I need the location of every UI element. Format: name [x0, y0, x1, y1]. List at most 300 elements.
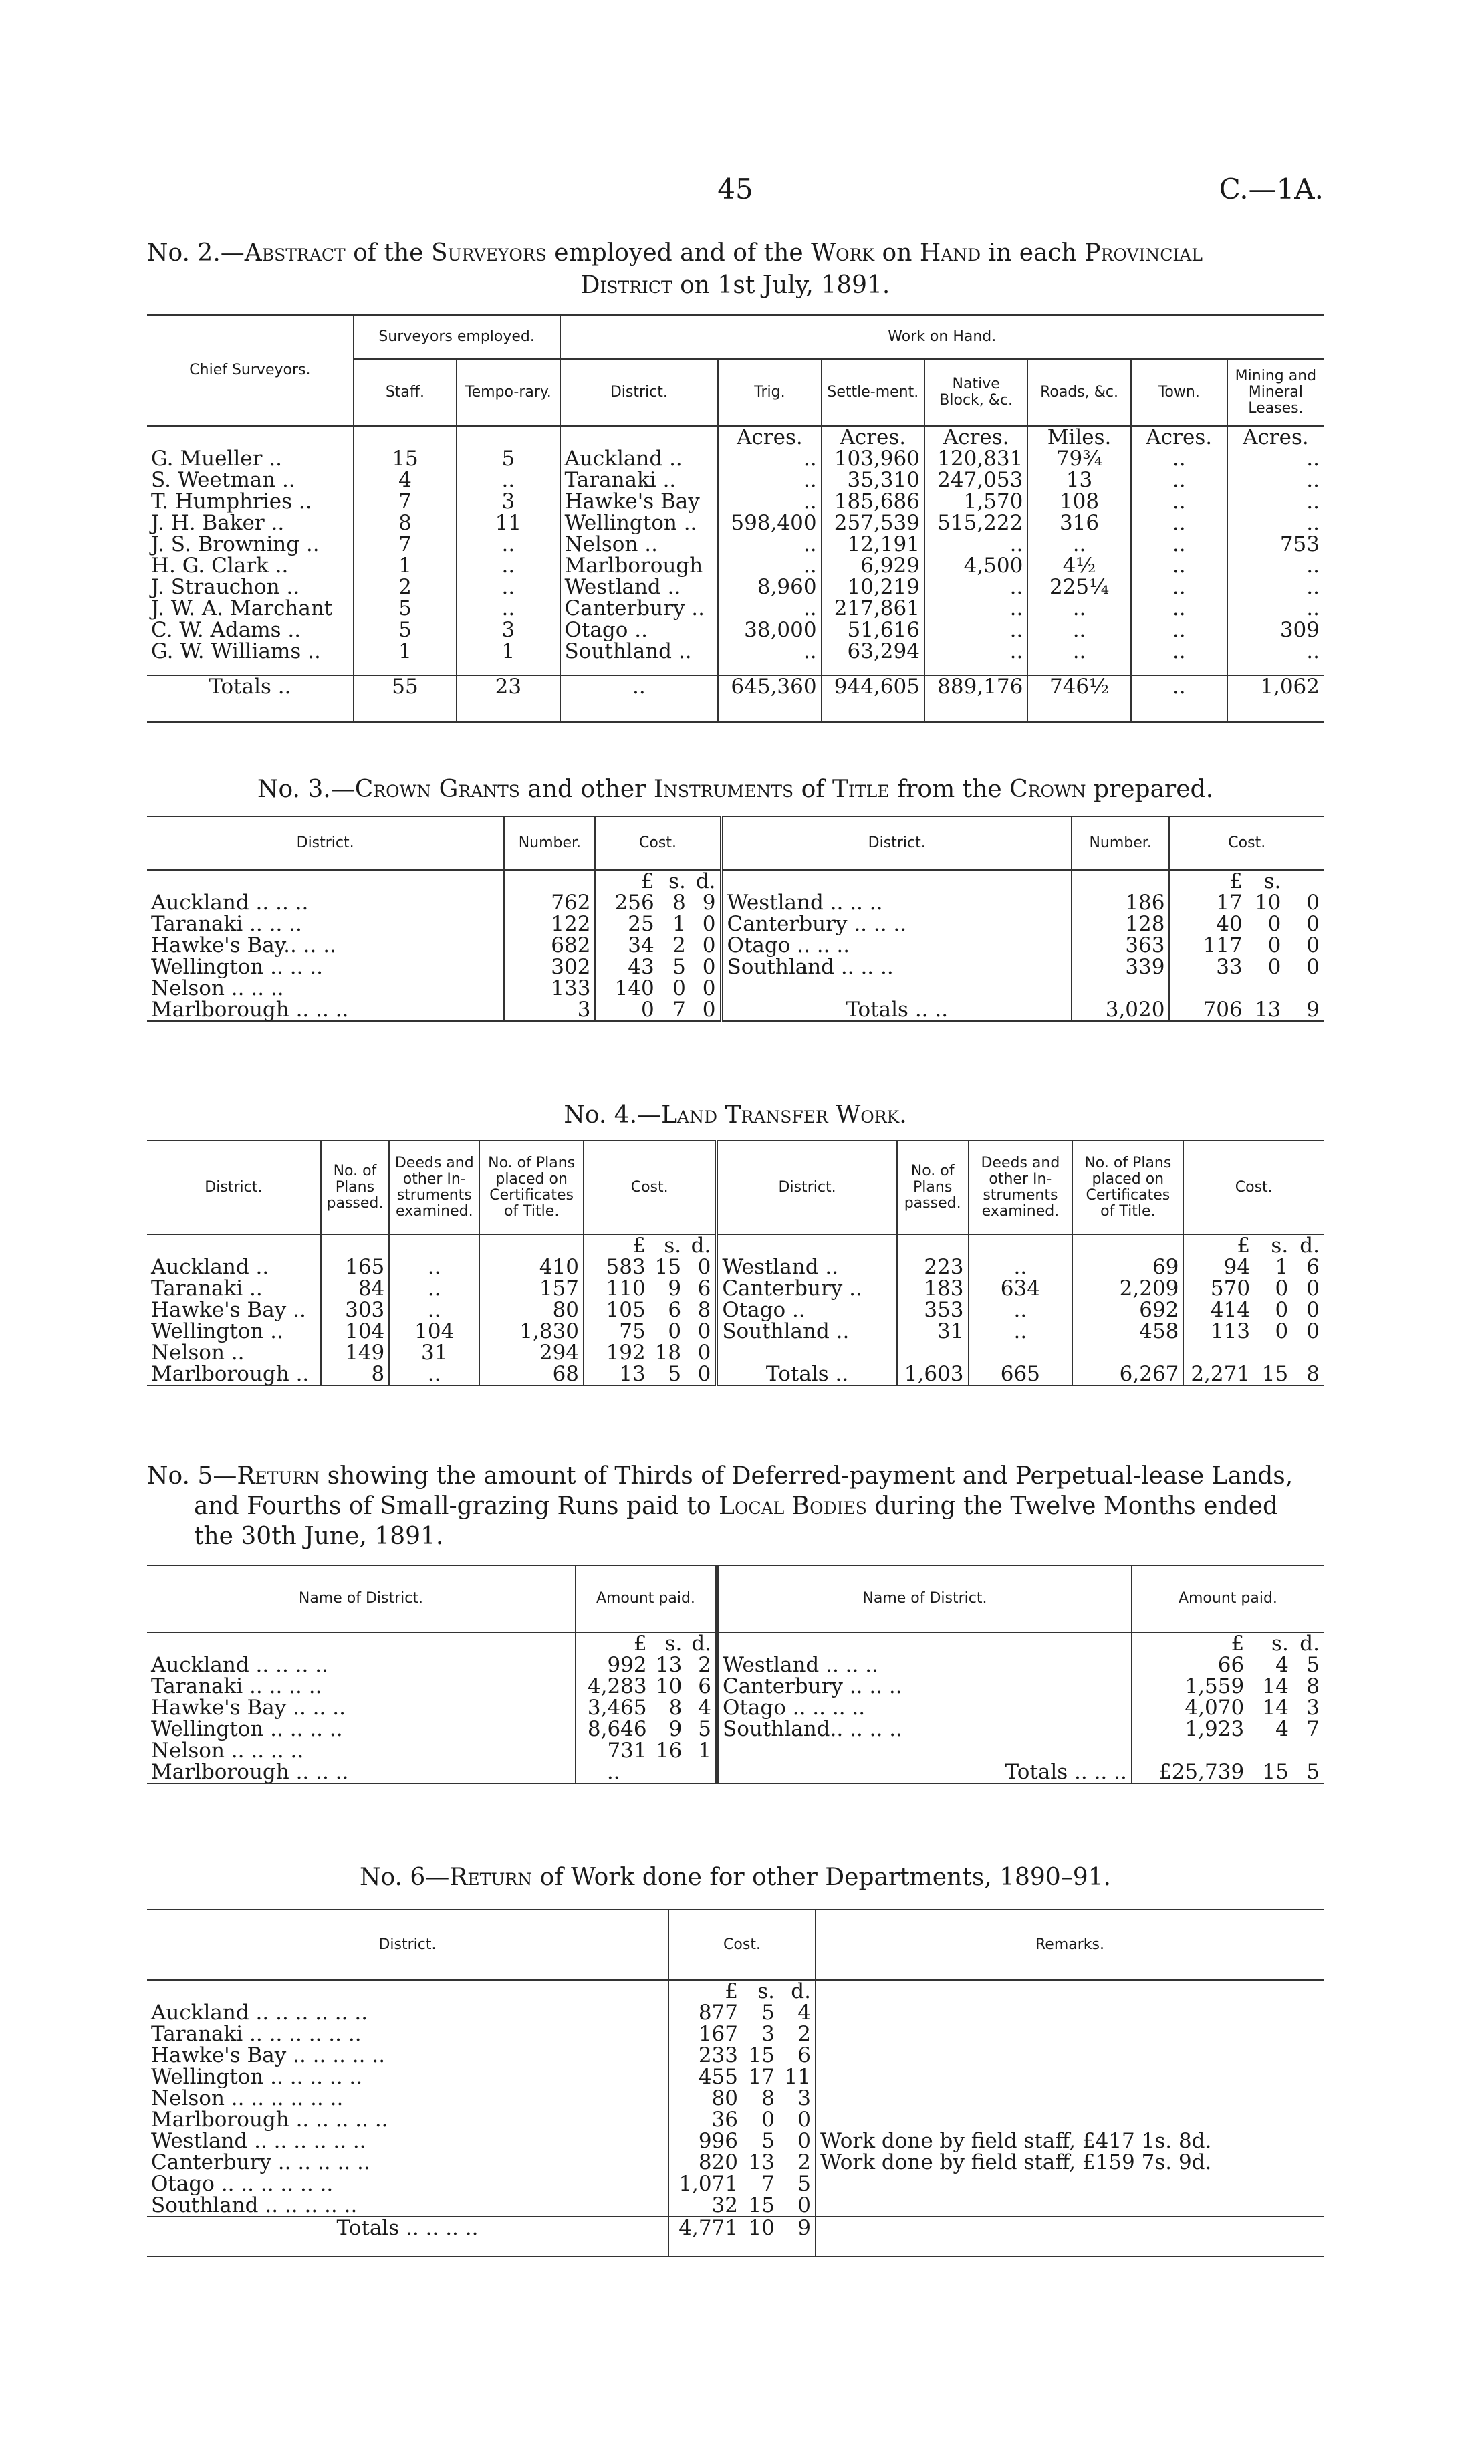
town-cell: .. [1131, 512, 1227, 534]
hdr-district-left: District. [147, 816, 504, 870]
native-cell: .. [924, 598, 1027, 619]
table-row [147, 1342, 1324, 1363]
hdr-remarks: Remarks. [816, 1910, 1324, 1980]
staff-cell: 1 [354, 641, 457, 662]
totals-certs: 6,267 [1072, 1363, 1183, 1385]
hdr-town: Town. [1131, 359, 1227, 426]
cost-pounds: 33 [1169, 956, 1246, 978]
district-cell: Marlborough .. .. .. [151, 1760, 349, 1784]
chief-surveyor: T. Humphries .. [151, 489, 312, 514]
native-cell: 515,222 [924, 512, 1027, 534]
plans-cell: 31 [897, 1321, 969, 1342]
staff-cell: 1 [354, 555, 457, 576]
amount-pence: 5 [698, 1717, 712, 1741]
certs-cell: 2,209 [1072, 1278, 1183, 1299]
amount-pence: 2 [698, 1653, 712, 1677]
settlement-cell: 63,294 [822, 641, 924, 662]
t5-heading-line3: the 30th June, 1891. [194, 1523, 444, 1550]
certs-cell: 157 [479, 1278, 584, 1299]
settlement-cell: 185,686 [822, 491, 924, 512]
cost-pounds: 75 [584, 1321, 650, 1342]
cost-pence: 4 [797, 2001, 811, 2025]
district-cell: Canterbury .. .. .. [721, 913, 1072, 935]
roads-cell: 4½ [1027, 555, 1130, 576]
native-cell: .. [924, 641, 1027, 662]
district-cell: Southland .. [560, 641, 719, 662]
unit-pence: d. [791, 1979, 811, 2003]
surveyors-abstract-table [147, 314, 1324, 723]
native-cell: .. [924, 576, 1027, 598]
staff-cell: 2 [354, 576, 457, 598]
hdr-number-left: Number. [504, 816, 595, 870]
totals-pence: 9 [779, 2217, 816, 2257]
unit-shillings: s. [1263, 869, 1281, 893]
cost-shillings: 8 [761, 2086, 775, 2110]
certs-cell: 1,830 [479, 1321, 584, 1342]
hdr-district-right: District. [721, 816, 1072, 870]
cost-shillings: 0 [668, 1319, 682, 1343]
totals-shillings: 10 [742, 2217, 779, 2257]
unit-pounds: £ [1183, 1234, 1254, 1256]
district-cell: Taranaki .. [560, 469, 719, 491]
totals-plans: 1,603 [897, 1363, 969, 1385]
totals-district: .. [560, 675, 719, 722]
native-cell: .. [924, 619, 1027, 641]
district-cell: Canterbury .. .. .. .. .. [151, 2150, 370, 2174]
amount-pounds: 1,923 [1132, 1718, 1248, 1740]
number-cell: 133 [504, 978, 595, 999]
amount-pounds: 66 [1132, 1654, 1248, 1676]
crown-grants-table [147, 816, 1324, 1022]
unit-shillings: s. [664, 1234, 682, 1258]
deeds-cell: .. [389, 1256, 479, 1278]
amount-shillings: 9 [668, 1717, 683, 1741]
cost-pence: 5 [797, 2172, 811, 2196]
number-cell: 339 [1072, 956, 1170, 978]
table-row [147, 2195, 1324, 2217]
amount-pounds: .. [576, 1761, 651, 1783]
totals-pounds: 706 [1169, 999, 1246, 1021]
number-cell: 128 [1072, 913, 1170, 935]
t4-heading: No. 4.—Land Transfer Work. [564, 1101, 907, 1129]
cost-shillings: 18 [654, 1341, 682, 1365]
cost-pence: 0 [702, 955, 716, 979]
district-cell: Wellington .. [151, 1319, 283, 1343]
unit-native: Acres. [924, 426, 1027, 448]
plans-cell: 303 [321, 1299, 390, 1321]
hdr-surveyors-employed: Surveyors employed. [354, 315, 560, 359]
cost-pounds: 117 [1169, 935, 1246, 956]
totals-pence: 9 [1306, 998, 1320, 1022]
cost-pounds: 583 [584, 1256, 650, 1278]
remarks-cell [816, 2066, 1324, 2088]
unit-pence: d. [695, 869, 716, 893]
cost-pence: 0 [1306, 1298, 1320, 1322]
cost-pence: 0 [1306, 955, 1320, 979]
t6-heading: No. 6—Return of Work done for other Departments, 1890–91. [359, 1864, 1111, 1891]
amount-shillings: 4 [1275, 1717, 1289, 1741]
totals-trig: 645,360 [718, 675, 821, 722]
roads-cell: 79¾ [1027, 448, 1130, 469]
staff-cell: 4 [354, 469, 457, 491]
amount-pence: 1 [698, 1739, 712, 1763]
district-cell: Otago .. .. .. [721, 935, 1072, 956]
totals-pence: 8 [1306, 1362, 1320, 1386]
hdr-certs-right: No. of Plans placed on Certificates of Title. [1072, 1141, 1183, 1234]
amount-shillings: 16 [655, 1739, 683, 1763]
table-row [147, 2066, 1324, 2088]
chief-surveyor: G. W. Williams .. [151, 639, 321, 663]
units-row [147, 1980, 1324, 2002]
amount-shillings: 10 [655, 1674, 683, 1698]
district-cell: Taranaki .. .. .. .. .. .. [151, 2022, 362, 2046]
town-cell: .. [1131, 576, 1227, 598]
hdr-amount-left: Amount paid. [576, 1565, 717, 1632]
page-number: 45 [717, 173, 753, 205]
mining-cell: 309 [1227, 619, 1324, 641]
table-row [147, 2045, 1324, 2066]
district-cell: Hawke's Bay .. [151, 1298, 306, 1322]
unit-pounds: £ [595, 870, 658, 892]
district-cell: Westland .. .. .. [721, 892, 1072, 913]
table-row [147, 1278, 1324, 1299]
t5-heading: No. 5—Return showing the amount of Thirds of Deferred-payment and Perpetual-lease Lands, [147, 1462, 1293, 1490]
unit-shillings: s. [668, 869, 686, 893]
plans-cell: 104 [321, 1321, 390, 1342]
table-row [147, 1256, 1324, 1278]
totals-mining: 1,062 [1227, 675, 1324, 722]
settlement-cell: 103,960 [822, 448, 924, 469]
staff-cell: 15 [354, 448, 457, 469]
native-cell: .. [924, 534, 1027, 555]
roads-cell: 108 [1027, 491, 1130, 512]
cost-pence: 0 [797, 2193, 811, 2217]
cost-pounds: 140 [595, 978, 658, 999]
district-cell: Hawke's Bay.. .. .. [151, 933, 336, 958]
remarks-cell: Work done by field staff, £417 1s. 8d. [816, 2130, 1324, 2152]
remarks-cell [816, 2173, 1324, 2195]
number-cell: 302 [504, 956, 595, 978]
table-row [147, 2023, 1324, 2045]
cost-pounds: 36 [668, 2109, 742, 2130]
table-row [147, 2173, 1324, 2195]
hdr-district-left: District. [147, 1141, 321, 1234]
district-cell: Hawke's Bay .. .. .. .. .. [151, 2043, 386, 2067]
cost-pounds: 13 [584, 1363, 650, 1385]
hdr-cost: Cost. [668, 1910, 816, 1980]
town-cell: .. [1131, 641, 1227, 662]
units-row [147, 1632, 1324, 1654]
amount-pence: 6 [698, 1674, 712, 1698]
amount-pounds: 731 [576, 1740, 651, 1761]
hdr-chief-surveyors: Chief Surveyors. [147, 315, 354, 426]
trig-cell: .. [718, 555, 821, 576]
cost-pence: 0 [702, 998, 716, 1022]
hdr-work-on-hand: Work on Hand. [560, 315, 1324, 359]
unit-pence: d. [691, 1234, 711, 1258]
unit-mining: Acres. [1227, 426, 1324, 448]
amount-pence [686, 1761, 717, 1783]
table-row [147, 935, 1324, 956]
totals-label: Totals .. .. [721, 999, 1072, 1021]
mining-cell: .. [1227, 469, 1324, 491]
cost-shillings: 0 [1267, 912, 1281, 936]
totals-settlement: 944,605 [822, 675, 924, 722]
table-row [147, 2109, 1324, 2130]
cost-pence: 0 [797, 2108, 811, 2132]
roads-cell: .. [1027, 619, 1130, 641]
amount-pence: 4 [698, 1696, 712, 1720]
cost-shillings: 5 [672, 955, 686, 979]
cost-pounds: 414 [1183, 1299, 1254, 1321]
temporary-cell: .. [457, 555, 560, 576]
cost-shillings: 5 [668, 1362, 682, 1386]
district-cell: Westland .. .. .. [717, 1654, 1132, 1676]
t3-heading: No. 3.—Crown Grants and other Instruments of Title from the Crown prepared. [257, 776, 1214, 803]
district-cell: Wellington .. .. .. .. .. [151, 2065, 363, 2089]
hdr-mining: Mining and Mineral Leases. [1227, 359, 1324, 426]
deeds-cell: 634 [969, 1278, 1073, 1299]
cost-shillings: 0 [1267, 955, 1281, 979]
remarks-cell [816, 2002, 1324, 2023]
cost-pounds: 877 [668, 2002, 742, 2023]
cost-shillings: 0 [761, 2108, 775, 2132]
plans-cell: 183 [897, 1278, 969, 1299]
unit-roads: Miles. [1027, 426, 1130, 448]
totals-shillings: 15 [1261, 1362, 1289, 1386]
remarks-cell [816, 2023, 1324, 2045]
hdr-cost-right: Cost. [1169, 816, 1324, 870]
cost-pence: 0 [1306, 891, 1320, 915]
totals-pounds: 2,271 [1183, 1363, 1254, 1385]
district-cell: Marlborough .. .. .. [151, 998, 349, 1022]
cost-pence: 3 [797, 2086, 811, 2110]
cost-shillings: 0 [1275, 1276, 1289, 1301]
certs-cell: 458 [1072, 1321, 1183, 1342]
district-cell: Marlborough [560, 555, 719, 576]
native-cell: 4,500 [924, 555, 1027, 576]
spacer-row [147, 662, 1324, 675]
plans-cell: 223 [897, 1256, 969, 1278]
staff-cell: 5 [354, 619, 457, 641]
hdr-cost-right: Cost. [1183, 1141, 1324, 1234]
cost-pence: 2 [797, 2150, 811, 2174]
table-row [147, 641, 1324, 662]
chief-surveyor: J. S. Browning .. [151, 532, 320, 556]
cost-shillings: 6 [668, 1298, 682, 1322]
staff-cell: 5 [354, 598, 457, 619]
hdr-name-right: Name of District. [717, 1565, 1132, 1632]
trig-cell: .. [718, 491, 821, 512]
district-cell: Marlborough .. .. .. .. .. [151, 2108, 388, 2132]
hdr-trig: Trig. [718, 359, 821, 426]
roads-cell: 316 [1027, 512, 1130, 534]
cost-shillings: 0 [672, 976, 686, 1000]
cost-pence: 0 [797, 2129, 811, 2153]
deeds-cell: .. [969, 1321, 1073, 1342]
district-cell: Wellington .. [560, 512, 719, 534]
unit-pounds: £ [668, 1980, 742, 2002]
chief-surveyor: S. Weetman .. [151, 468, 295, 492]
table-row [147, 2152, 1324, 2173]
amount-pence: 3 [1306, 1696, 1320, 1720]
table-row [147, 555, 1324, 576]
town-cell: .. [1131, 448, 1227, 469]
district-cell: Canterbury .. [560, 598, 719, 619]
district-cell: Otago .. .. .. .. .. .. [151, 2172, 334, 2196]
table-row [147, 1363, 1324, 1385]
cost-pounds: 0 [595, 999, 658, 1021]
amount-shillings [651, 1761, 687, 1783]
district-cell: Southland.. .. .. .. [717, 1718, 1132, 1740]
cost-pounds: 80 [668, 2088, 742, 2109]
cost-pounds: 455 [668, 2066, 742, 2088]
cost-pounds: 110 [584, 1278, 650, 1299]
hdr-amount-right: Amount paid. [1132, 1565, 1324, 1632]
unit-shillings: s. [1271, 1234, 1289, 1258]
table-row [147, 576, 1324, 598]
district-cell: Nelson .. [560, 534, 719, 555]
chief-surveyor: J. Strauchon .. [151, 575, 300, 599]
temporary-cell: .. [457, 598, 560, 619]
staff-cell: 8 [354, 512, 457, 534]
remarks-cell [816, 2195, 1324, 2217]
trig-cell: .. [718, 598, 821, 619]
amount-pounds: 4,070 [1132, 1697, 1248, 1718]
number-cell: 3 [504, 999, 595, 1021]
roads-cell: 13 [1027, 469, 1130, 491]
trig-cell: .. [718, 534, 821, 555]
land-transfer-table [147, 1140, 1324, 1386]
plans-cell: 165 [321, 1256, 390, 1278]
totals-label: Totals .. .. .. [717, 1761, 1132, 1783]
amount-shillings: 13 [655, 1653, 683, 1677]
hdr-temporary: Tempo-rary. [457, 359, 560, 426]
settlement-cell: 10,219 [822, 576, 924, 598]
native-cell: 120,831 [924, 448, 1027, 469]
cost-pence: 2 [797, 2022, 811, 2046]
district-cell: Wellington .. .. .. .. [151, 1717, 343, 1741]
cost-pence: 0 [1306, 933, 1320, 958]
cost-pence: 0 [702, 912, 716, 936]
cost-pence: 8 [697, 1298, 711, 1322]
district-cell: Westland .. .. .. .. .. .. [151, 2129, 366, 2153]
settlement-cell: 257,539 [822, 512, 924, 534]
cost-shillings: 0 [1267, 933, 1281, 958]
table-row [147, 619, 1324, 641]
district-cell: Canterbury .. .. .. [717, 1676, 1132, 1697]
certs-cell: 80 [479, 1299, 584, 1321]
settlement-cell: 217,861 [822, 598, 924, 619]
amount-pence: 8 [1306, 1674, 1320, 1698]
district-cell: Taranaki .. [151, 1276, 263, 1301]
number-cell: 762 [504, 892, 595, 913]
cost-pounds: 40 [1169, 913, 1246, 935]
amount-shillings: 14 [1262, 1674, 1289, 1698]
hdr-roads: Roads, &c. [1027, 359, 1130, 426]
mining-cell: .. [1227, 598, 1324, 619]
series-code: C.—1A. [1219, 173, 1324, 205]
cost-pence: 6 [697, 1276, 711, 1301]
table-row [147, 598, 1324, 619]
amount-pence: 7 [1306, 1717, 1320, 1741]
hdr-deeds-left: Deeds and other In-struments examined. [389, 1141, 479, 1234]
totals-label: Totals .. [717, 1363, 897, 1385]
remarks-cell [816, 2045, 1324, 2066]
other-departments-table [147, 1909, 1324, 2257]
district-cell: Auckland .. [560, 448, 719, 469]
cost-shillings: 5 [761, 2129, 775, 2153]
district-cell: Marlborough .. [151, 1362, 310, 1386]
mining-cell: .. [1227, 641, 1324, 662]
hdr-name-left: Name of District. [147, 1565, 576, 1632]
cost-pounds: 233 [668, 2045, 742, 2066]
totals-native: 889,176 [924, 675, 1027, 722]
table-row [147, 1676, 1324, 1697]
totals-town: .. [1131, 675, 1227, 722]
district-cell: Taranaki .. .. .. .. [151, 1674, 322, 1698]
district-cell: Southland .. .. .. .. .. [151, 2193, 358, 2217]
cost-pence: 0 [697, 1255, 711, 1279]
unit-pence: d. [1300, 1234, 1320, 1258]
chief-surveyor: J. W. A. Marchant [151, 596, 333, 621]
hdr-certs-left: No. of Plans placed on Certificates of Title. [479, 1141, 584, 1234]
cost-pounds: 94 [1183, 1256, 1254, 1278]
temporary-cell: 1 [457, 641, 560, 662]
temporary-cell: .. [457, 469, 560, 491]
certs-cell: 68 [479, 1363, 584, 1385]
hdr-cost-left: Cost. [584, 1141, 717, 1234]
totals-roads: 746½ [1027, 675, 1130, 722]
totals-number: 3,020 [1072, 999, 1170, 1021]
table-row [147, 448, 1324, 469]
cost-pounds: 192 [584, 1342, 650, 1363]
cost-pounds: 25 [595, 913, 658, 935]
table-row [147, 1299, 1324, 1321]
unit-pence: d. [1300, 1632, 1320, 1656]
totals-temporary: 23 [457, 675, 560, 722]
totals-pounds: £25,739 [1132, 1761, 1248, 1783]
district-cell: Nelson .. .. .. .. [151, 1739, 304, 1763]
district-cell: Auckland .. .. .. .. .. .. [151, 2001, 368, 2025]
cost-pence: 0 [697, 1362, 711, 1386]
deeds-cell: .. [389, 1299, 479, 1321]
unit-town: Acres. [1131, 426, 1227, 448]
cost-pounds: 570 [1183, 1278, 1254, 1299]
district-cell: Otago .. .. .. .. [717, 1697, 1132, 1718]
hdr-district: District. [147, 1910, 668, 1980]
town-cell: .. [1131, 598, 1227, 619]
deeds-cell: 104 [389, 1321, 479, 1342]
cost-pence: 0 [1306, 912, 1320, 936]
table-row [147, 892, 1324, 913]
deeds-cell: .. [389, 1278, 479, 1299]
unit-pence: d. [691, 1632, 712, 1656]
totals-pounds: 4,771 [668, 2217, 742, 2257]
cost-pence: 6 [1306, 1255, 1320, 1279]
settlement-cell: 12,191 [822, 534, 924, 555]
totals-pence: 5 [1306, 1760, 1320, 1784]
plans-cell: 84 [321, 1278, 390, 1299]
certs-cell: 69 [1072, 1256, 1183, 1278]
mining-cell: .. [1227, 555, 1324, 576]
hdr-plans-left: No. of Plans passed. [321, 1141, 390, 1234]
unit-pounds: £ [1132, 1632, 1248, 1654]
district-cell: Auckland .. [151, 1255, 269, 1279]
cost-pence: 0 [697, 1341, 711, 1365]
plans-cell: 353 [897, 1299, 969, 1321]
cost-pounds: 34 [595, 935, 658, 956]
